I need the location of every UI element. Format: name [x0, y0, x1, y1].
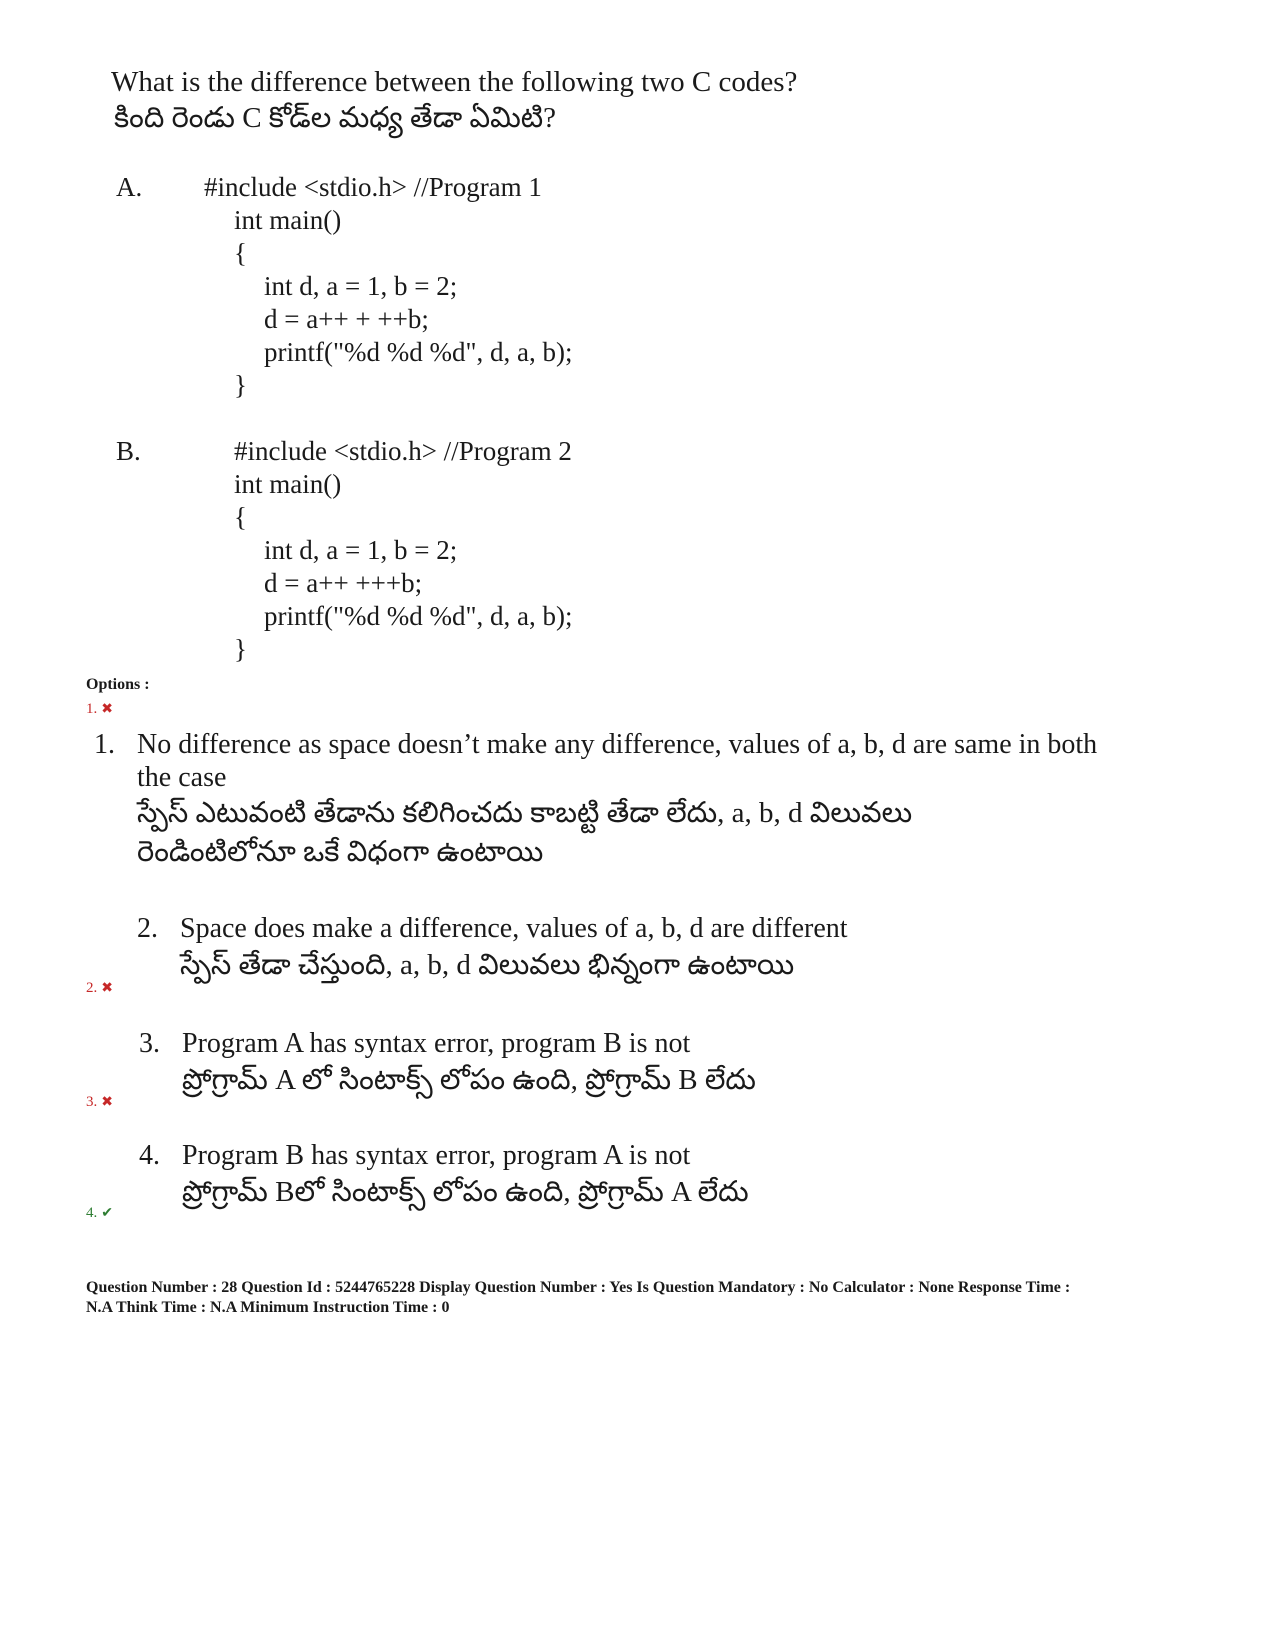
question-meta-line-2: N.A Think Time : N.A Minimum Instruction Time : 0 [86, 1299, 450, 1316]
option-3-text-telugu: ప్రోగ్రామ్ A లో సింటాక్స్ లోపం ఉంది, ప్రోగ్రామ్ B లేదు [182, 1064, 756, 1096]
code-line: int main() [234, 469, 342, 499]
option-4-text-english: Program B has syntax error, program A is not [182, 1140, 691, 1171]
code-line: int main() [234, 205, 342, 235]
code-line: #include <stdio.h> //Program 2 [234, 436, 572, 466]
wrong-icon: ✖ [101, 1095, 113, 1110]
option-3-text-english: Program A has syntax error, program B is not [182, 1028, 691, 1059]
option-4-number: 4. [139, 1140, 160, 1171]
code-line: int d, a = 1, b = 2; [264, 271, 458, 301]
code-line: printf("%d %d %d", d, a, b); [264, 337, 573, 367]
option-1-text-telugu-cont: రెండింటిలోనూ ఒకే విధంగా ఉంటాయి [137, 836, 544, 868]
option-4-mark [86, 1205, 113, 1222]
code-line: } [234, 370, 247, 400]
option-1-text-telugu: స్పేస్ ఎటువంటి తేడాను కలిగించదు కాబట్టి తేడా లేదు, a, b, d విలువలు [137, 797, 913, 829]
code-line: { [234, 502, 247, 532]
check-icon: ✔ [101, 1206, 113, 1221]
question-text-english: What is the difference between the following two C codes? [111, 66, 798, 98]
code-line: #include <stdio.h> //Program 1 [204, 172, 542, 202]
option-2-mark [86, 980, 113, 997]
option-2-mark-number: 2. [86, 980, 98, 996]
wrong-icon: ✖ [101, 981, 113, 996]
code-line: d = a++ + ++b; [264, 304, 429, 334]
option-4-text-telugu: ప్రోగ్రామ్ Bలో సింటాక్స్ లోపం ఉంది, ప్రోగ్రామ్ A లేదు [182, 1176, 749, 1208]
option-2-text-telugu: స్పేస్ తేడా చేస్తుంది, a, b, d విలువలు భిన్నంగా ఉంటాయి [180, 949, 795, 981]
code-line: } [234, 634, 247, 664]
option-1-text-english: No difference as space doesn’t make any difference, values of a, b, d are same in both [137, 729, 1098, 760]
option-1-mark [86, 701, 113, 718]
code-line: d = a++ +++b; [264, 568, 423, 598]
option-2-text-english: Space does make a difference, values of a, b, d are different [180, 913, 848, 944]
option-4-mark-number: 4. [86, 1205, 98, 1221]
option-3-mark [86, 1094, 113, 1111]
program-a-label: A. [116, 172, 143, 202]
option-1-number: 1. [94, 729, 115, 760]
options-label: Options : [86, 676, 150, 693]
option-1-mark-number: 1. [86, 701, 98, 717]
option-3-number: 3. [139, 1028, 160, 1059]
program-b-code [234, 435, 572, 666]
option-2-number: 2. [137, 913, 158, 944]
code-line: printf("%d %d %d", d, a, b); [264, 601, 573, 631]
code-line: int d, a = 1, b = 2; [264, 535, 458, 565]
option-3-mark-number: 3. [86, 1094, 98, 1110]
question-meta [86, 1278, 1196, 1318]
code-line: { [234, 238, 247, 268]
program-a-code [204, 171, 572, 402]
question-meta-line-1: Question Number : 28 Question Id : 5244765228 Display Question Number : Yes Is Question Mandatory : No Calculator : None Response Time : [86, 1279, 1071, 1296]
option-1-text-english-cont: the case [137, 762, 227, 793]
wrong-icon: ✖ [101, 702, 113, 717]
question-text-telugu: కింది రెండు C కోడ్‌ల మధ్య తేడా ఏమిటి? [114, 102, 557, 134]
program-b-label: B. [116, 436, 141, 466]
